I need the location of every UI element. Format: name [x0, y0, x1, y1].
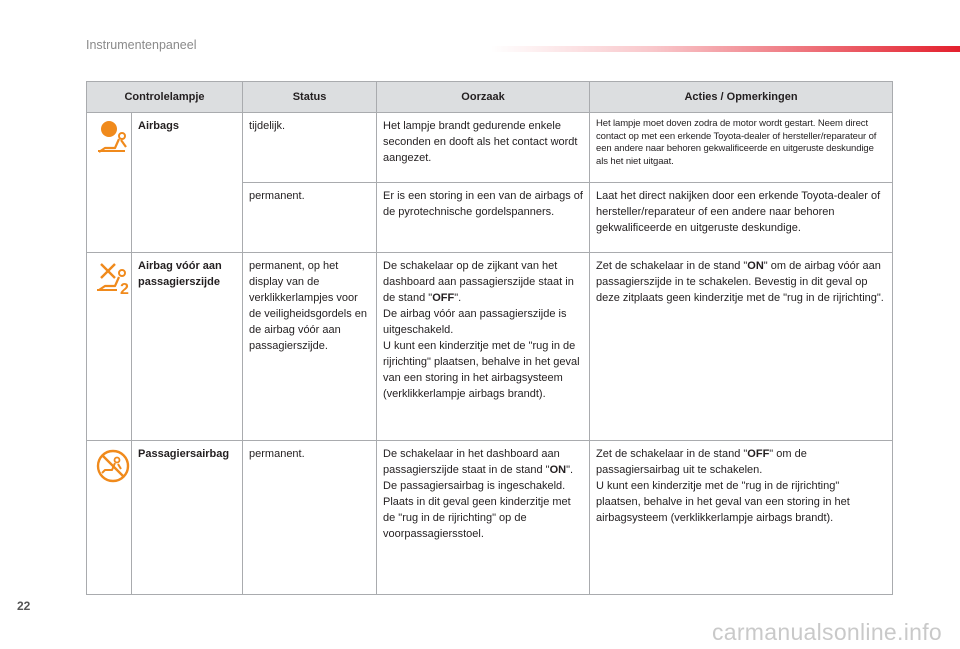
table-row	[87, 113, 893, 183]
lamp-name: Airbags	[132, 113, 243, 253]
action-cell: Zet de schakelaar in de stand "OFF" om de passagiersairbag uit te schakelen. U kunt een kinderzitje met de "rug in de rijrichting" plaatsen, behalve in het geval van een storing in het airbagsysteem (verklikkerlampje airbags brandt).	[590, 441, 893, 595]
column-header-lamp: Controlelampje	[87, 82, 243, 113]
warning-lamp-table	[86, 81, 893, 595]
cause-cell: De schakelaar in het dashboard aan passagierszijde staat in de stand "ON". De passagiersairbag is ingeschakeld. Plaats in dit geval geen kinderzitje met de "rug in de rijrichting" op de voorpassagiersstoel.	[377, 441, 590, 595]
passenger-airbag-on-icon	[93, 446, 133, 486]
action-cell: Het lampje moet doven zodra de motor wordt gestart. Neem direct contact op met een erkende Toyota-dealer of hersteller/reparateur of een andere naar behoren gekwalificeerde en uitgeruste deskundige als het niet uitgaat.	[590, 113, 893, 183]
status-cell: permanent.	[243, 183, 377, 253]
cause-cell: De schakelaar op de zijkant van het dashboard aan passagierszijde staat in de stand "OFF". De airbag vóór aan passagierszijde is uitgeschakeld. U kunt een kinderzitje met de "rug in de rijrichting" plaatsen, behalve in het geval van een storing in het airbagsysteem (verklikkerlampje airbags brandt).	[377, 253, 590, 441]
column-header-actions: Acties / Opmerkingen	[590, 82, 893, 113]
svg-text:2: 2	[120, 281, 129, 298]
page-number: 22	[17, 599, 31, 613]
table-header-row	[87, 82, 893, 113]
status-cell: tijdelijk.	[243, 113, 377, 183]
cause-cell: Het lampje brandt gedurende enkele seconden en dooft als het contact wordt aangezet.	[377, 113, 590, 183]
lamp-name: Passagiersairbag	[132, 441, 243, 595]
airbag-icon-cell	[87, 113, 132, 253]
passenger-airbag-on-icon-cell	[87, 441, 132, 595]
passenger-airbag-off-icon	[93, 258, 133, 298]
table-row	[87, 253, 893, 441]
passenger-airbag-off-icon-cell	[87, 253, 132, 441]
watermark: carmanualsonline.info	[711, 619, 942, 645]
status-cell: permanent.	[243, 441, 377, 595]
column-header-status: Status	[243, 82, 377, 113]
header-rule	[490, 46, 960, 52]
action-cell: Zet de schakelaar in de stand "ON" om de airbag vóór aan passagierszijde in te schakelen. Bevestig in dit geval op deze zitplaats geen kinderzitje met de "rug in de rijrichting".	[590, 253, 893, 441]
table-row	[87, 441, 893, 595]
column-header-cause: Oorzaak	[377, 82, 590, 113]
section-title: Instrumentenpaneel	[86, 38, 197, 52]
status-cell: permanent, op het display van de verklikkerlampjes voor de veiligheidsgordels en de airbag vóór aan passagierszijde.	[243, 253, 377, 441]
airbag-warning-icon	[93, 118, 133, 158]
cause-cell: Er is een storing in een van de airbags of de pyrotechnische gordelspanners.	[377, 183, 590, 253]
lamp-name: Airbag vóór aan passagierszijde	[132, 253, 243, 441]
action-cell: Laat het direct nakijken door een erkende Toyota-dealer of hersteller/reparateur of een andere naar behoren gekwalificeerde en uitgeruste deskundige.	[590, 183, 893, 253]
